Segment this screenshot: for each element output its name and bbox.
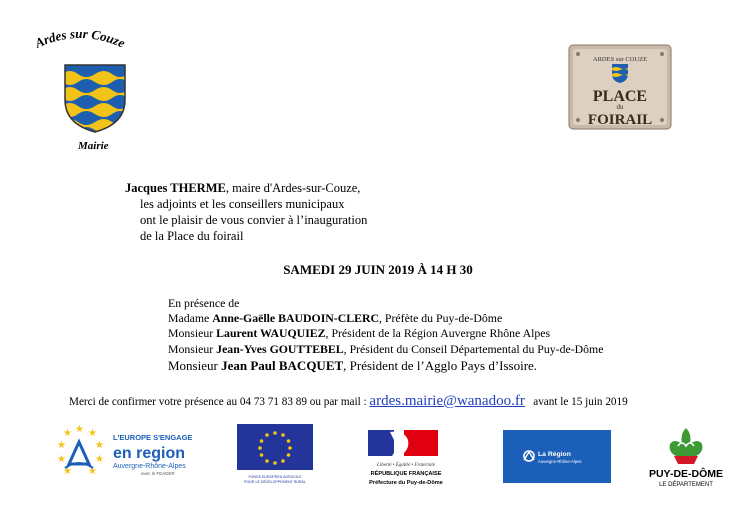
svg-text:★: ★	[95, 454, 104, 465]
invitation-intro	[125, 180, 367, 244]
region-sub: Auvergne-Rhône-Alpes	[538, 459, 582, 464]
mairie-label: Mairie	[78, 140, 109, 152]
europe-line1: L'EUROPE S'ENGAGE	[113, 433, 193, 442]
svg-text:★: ★	[57, 454, 66, 465]
svg-text:★: ★	[95, 440, 104, 451]
feader-eu-flag-logo	[237, 424, 313, 488]
intro-line2: les adjoints et les conseillers municipaux	[140, 197, 345, 211]
small-shield-icon	[612, 64, 628, 83]
intro-line3: ont le plaisir de vous convier à l’inauguration	[140, 213, 368, 227]
guest-item: Monsieur Laurent WAUQUIEZ, Président de la Région Auvergne Rhône Alpes	[168, 326, 551, 341]
svg-text:★: ★	[88, 466, 97, 477]
eu-stars-icon	[57, 424, 104, 477]
europe-line4: avec le FEADER	[141, 471, 175, 476]
guest-list	[168, 296, 603, 375]
plaque-line3: FOIRAIL	[587, 112, 653, 128]
shield-icon	[62, 62, 128, 134]
email-link[interactable]: ardes.mairie@wanadoo.fr	[369, 393, 525, 409]
event-date: SAMEDI 29 JUIN 2019 À 14 H 30	[283, 262, 473, 277]
department-sub: LE DÉPARTEMENT	[659, 482, 713, 488]
plaque-line1: PLACE	[592, 88, 648, 105]
prefecture-motto: Liberté • Égalité • Fraternité	[377, 463, 435, 468]
svg-text:★: ★	[63, 428, 72, 439]
marianne-icon	[368, 430, 438, 456]
town-coat-of-arms	[20, 22, 138, 152]
plaque-line2: du	[616, 103, 624, 111]
guest-item: Madame Anne-Gaëlle BAUDOIN-CLERC, Préfète du Puy-de-Dôme	[168, 311, 503, 326]
prefecture-logo	[360, 424, 452, 492]
rsvp-text: Merci de confirmer votre présence au 04 73 71 83 89 ou par mail :	[69, 396, 370, 408]
town-name-arc	[20, 22, 138, 62]
svg-text:★: ★	[57, 440, 66, 451]
puy-de-dome-logo	[640, 424, 732, 492]
department-name: PUY-DE-DÔME	[648, 468, 724, 480]
guest-item: Monsieur Jean-Yves GOUTTEBEL, Président du Conseil Départemental du Puy-de-Dôme	[168, 341, 604, 356]
town-name-text: Ardes sur Couze	[32, 25, 128, 51]
svg-text:Ardes sur Couze	[32, 26, 128, 51]
europe-line3: Auvergne-Rhône-Alpes	[113, 463, 186, 470]
prefecture-name: Préfecture du Puy-de-Dôme	[369, 480, 443, 486]
mayor-name: Jacques THERME	[125, 181, 226, 195]
intro-line4: de la Place du foirail	[140, 229, 244, 243]
feader-text2: POUR LE DÉVELOPPEMENT RURAL	[244, 480, 306, 484]
svg-text:★: ★	[63, 466, 72, 477]
europe-line2: en region	[113, 445, 186, 462]
rsvp-deadline: avant le 15 juin 2019	[524, 396, 628, 408]
region-name: La Région	[538, 451, 571, 458]
guest-item: Monsieur Jean Paul BACQUET, Président de l’Agglo Pays d’Issoire.	[168, 357, 538, 373]
volcano-icon	[670, 428, 703, 464]
presence-heading: En présence de	[168, 296, 240, 310]
svg-text:★: ★	[75, 424, 84, 435]
prefecture-republic: RÉPUBLIQUE FRANÇAISE	[370, 471, 442, 477]
region-ara-logo	[503, 430, 611, 483]
intro-line1: , maire d'Ardes-sur-Couze,	[225, 181, 361, 195]
plaque-town-text: ARDES sur COUZE	[592, 56, 648, 63]
place-du-foirail-plaque	[568, 44, 672, 130]
rsvp-line	[69, 393, 628, 410]
europe-engage-logo	[55, 424, 200, 484]
svg-text:★: ★	[88, 428, 97, 439]
feader-text1: FONDS EUROPÉEN AGRICOLE	[248, 475, 302, 479]
